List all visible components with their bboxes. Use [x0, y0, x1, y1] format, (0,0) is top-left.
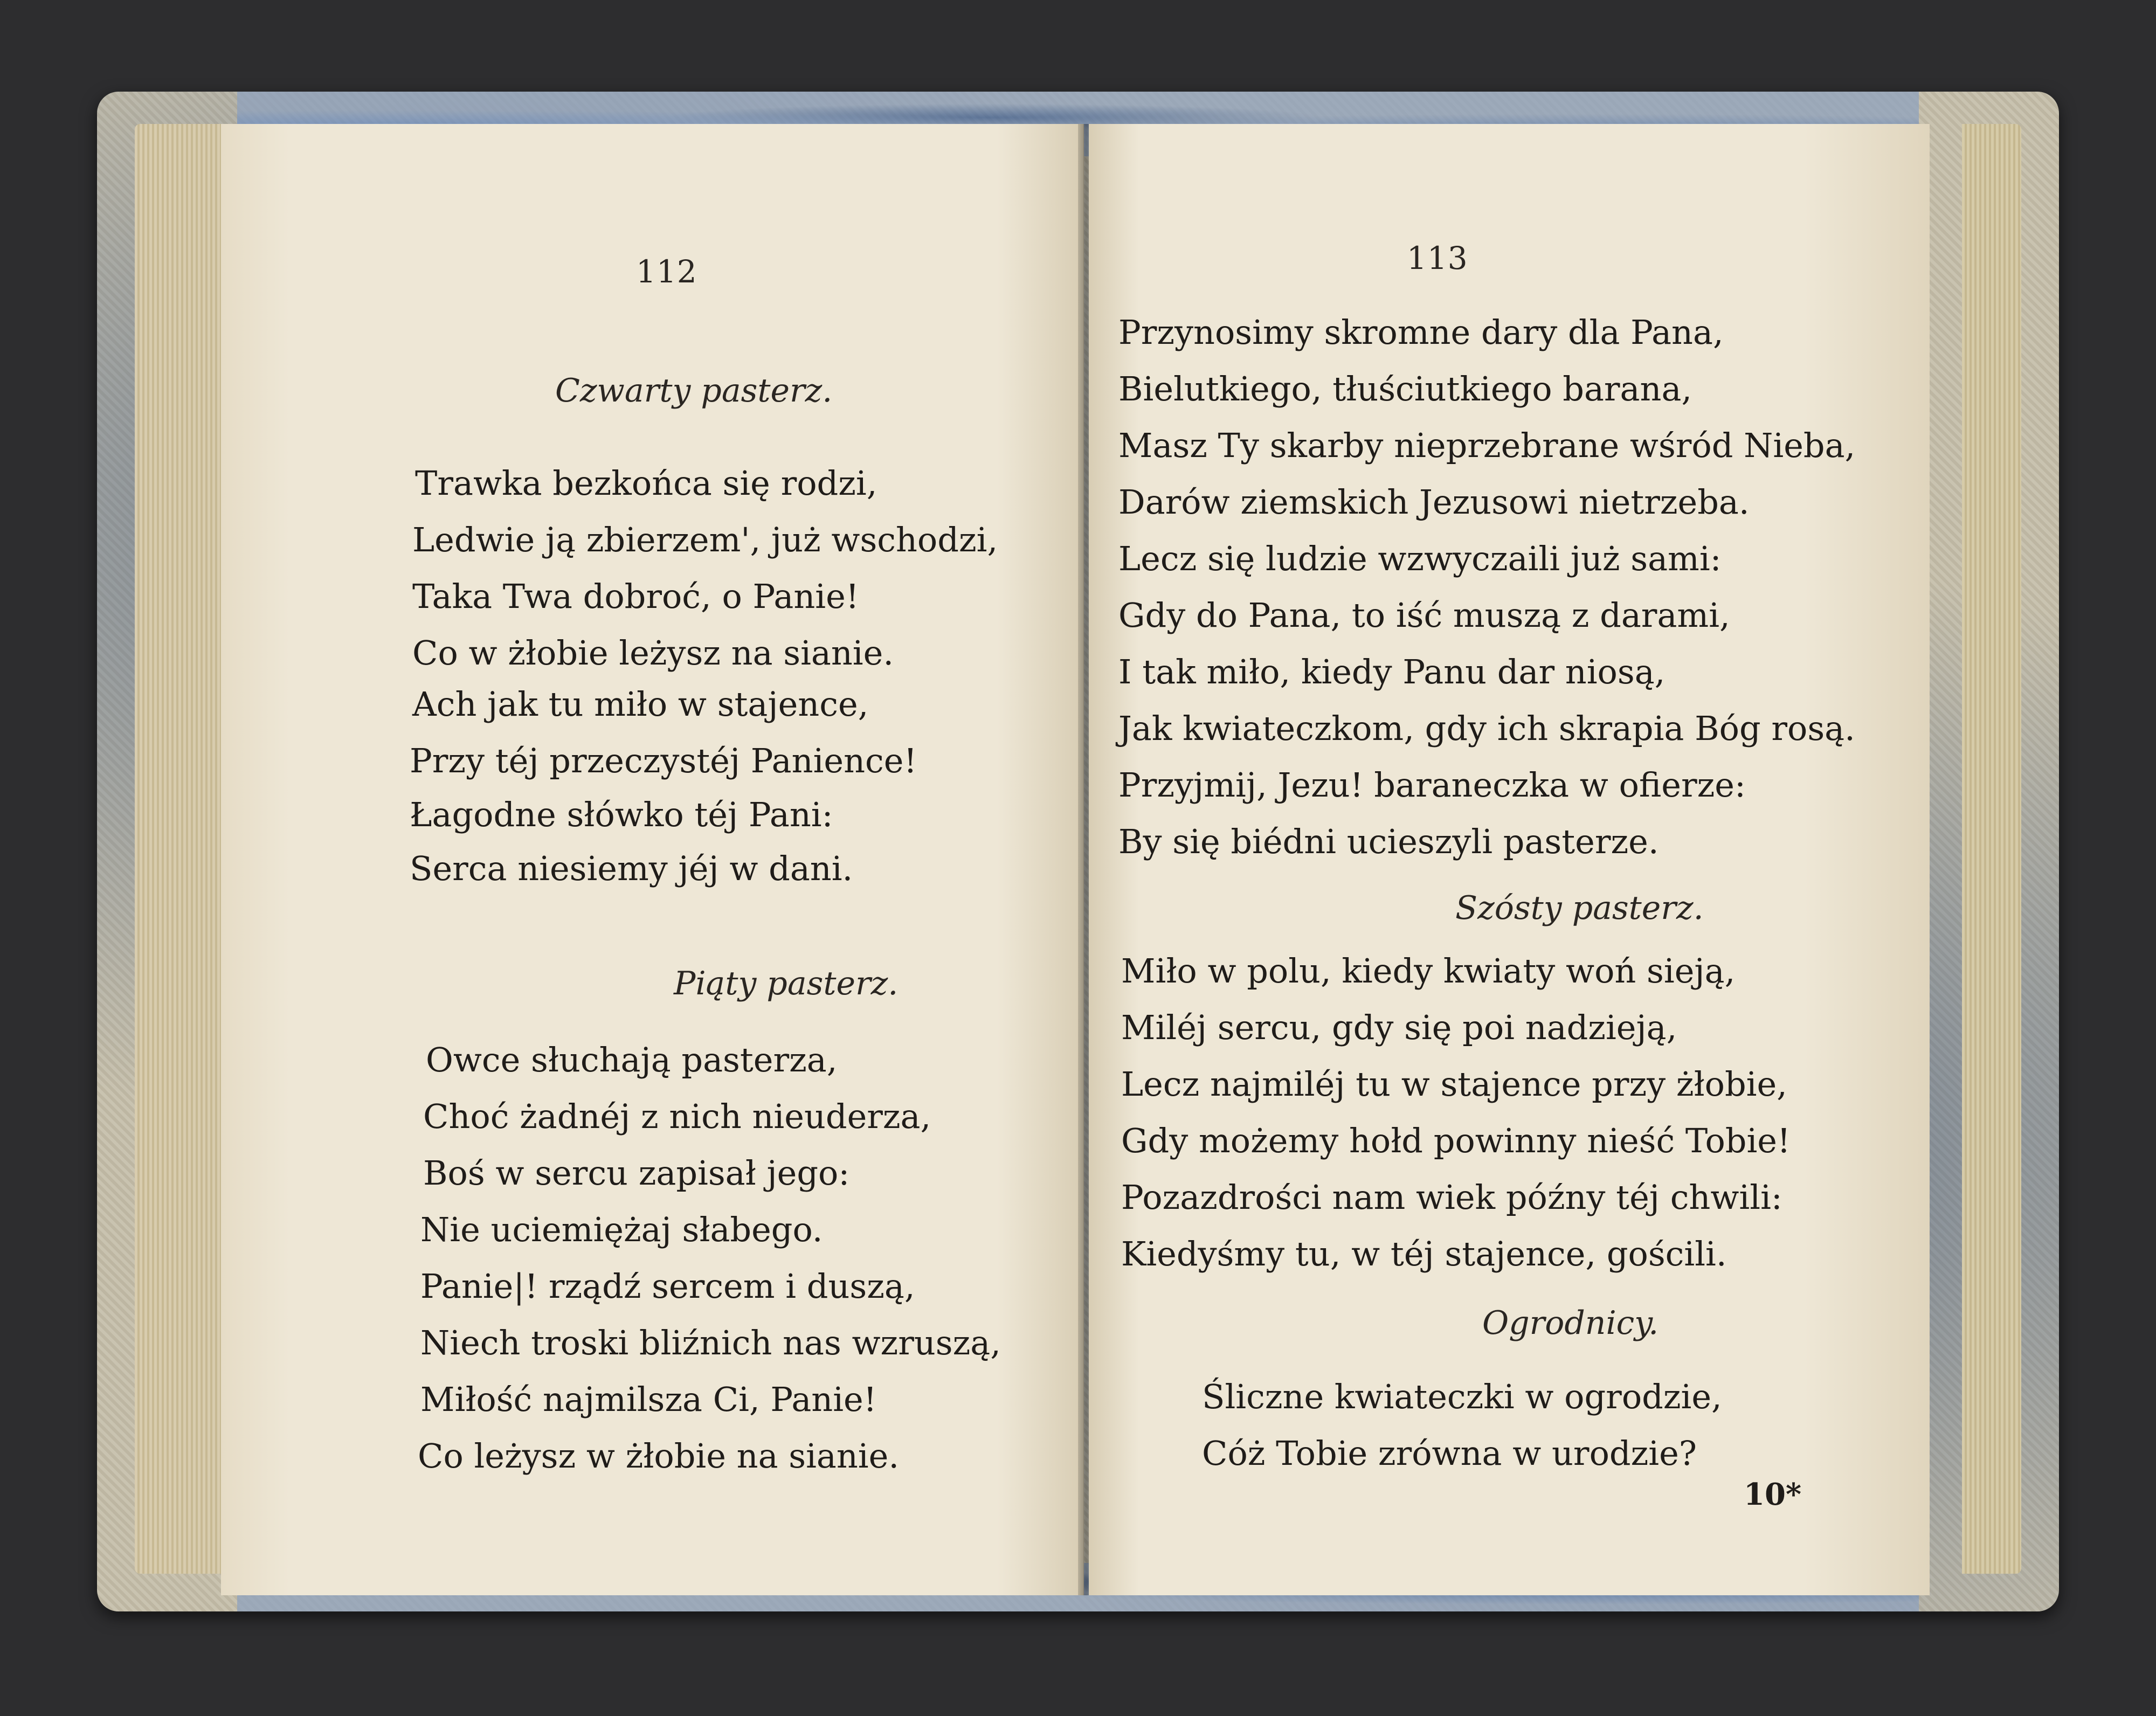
poem-line: Niech troski bliźnich nas wzruszą,: [420, 1323, 1001, 1362]
page-edges-right: [1962, 124, 2021, 1574]
poem-line: Miléj sercu, gdy się poi nadzieją,: [1121, 1008, 1677, 1047]
heading-ogrodnicy: Ogrodnicy.: [1482, 1304, 1659, 1342]
poem-line: Kiedyśmy tu, w téj stajence, gościli.: [1121, 1234, 1727, 1274]
poem-line: Cóż Tobie zrówna w urodzie?: [1202, 1434, 1697, 1473]
poem-line: Co leżysz w żłobie na sianie.: [418, 1436, 900, 1476]
poem-line: I tak miło, kiedy Panu dar niosą,: [1118, 652, 1666, 691]
poem-line: Boś w sercu zapisał jego:: [423, 1153, 850, 1193]
page-number-left: 112: [636, 253, 697, 290]
heading-czwarty-pasterz: Czwarty pasterz.: [555, 372, 833, 410]
poem-line: Pozazdrości nam wiek późny téj chwili:: [1121, 1178, 1782, 1217]
poem-line: Nie uciemiężaj słabego.: [420, 1210, 823, 1249]
poem-line: Miłość najmilsza Ci, Panie!: [420, 1380, 877, 1419]
heading-piaty-pasterz: Piąty pasterz.: [674, 965, 899, 1002]
open-book: [97, 92, 2059, 1611]
poem-line: Miło w polu, kiedy kwiaty woń sieją,: [1121, 951, 1736, 991]
poem-line: Trawka bezkońca się rodzi,: [415, 463, 877, 503]
poem-line: Przy téj przeczystéj Panience!: [410, 741, 917, 780]
poem-line: Gdy do Pana, to iść muszą z darami,: [1118, 596, 1730, 635]
poem-line: Co w żłobie leżysz na sianie.: [412, 633, 894, 673]
poem-line: Darów ziemskich Jezusowi nietrzeba.: [1118, 482, 1750, 522]
poem-line: Przynosimy skromne dary dla Pana,: [1118, 313, 1724, 352]
poem-line: Taka Twa dobroć, o Panie!: [412, 577, 859, 616]
heading-szosty-pasterz: Szósty pasterz.: [1455, 889, 1704, 927]
poem-line: Ledwie ją zbierzem', już wschodzi,: [412, 520, 998, 559]
page-edges-left: [135, 124, 226, 1574]
poem-line: Bielutkiego, tłuściutkiego barana,: [1118, 369, 1692, 409]
poem-line: Łagodne słówko téj Pani:: [410, 795, 833, 834]
poem-line: Lecz najmiléj tu w stajence przy żłobie,: [1121, 1064, 1787, 1104]
poem-line: Przyjmij, Jezu! baraneczka w ofierze:: [1118, 765, 1746, 805]
right-page: [1089, 124, 1930, 1595]
signature-mark: 10*: [1744, 1477, 1802, 1512]
poem-line: Owce słuchają pasterza,: [426, 1040, 838, 1080]
poem-line: Serca niesiemy jéj w dani.: [410, 849, 853, 888]
poem-line: Jak kwiateczkom, gdy ich skrapia Bóg rosą.: [1118, 709, 1855, 748]
poem-line: Śliczne kwiateczki w ogrodzie,: [1202, 1377, 1722, 1416]
left-page: [221, 124, 1084, 1595]
poem-line: By się biédni ucieszyli pasterze.: [1118, 822, 1659, 861]
poem-line: Choć żadnéj z nich nieuderza,: [423, 1097, 931, 1136]
poem-line: Ach jak tu miło w stajence,: [412, 684, 869, 724]
poem-line: Panie|! rządź sercem i duszą,: [420, 1267, 915, 1306]
poem-line: Masz Ty skarby nieprzebrane wśród Nieba,: [1118, 426, 1856, 465]
poem-line: Lecz się ludzie wzwyczaili już sami:: [1118, 539, 1722, 578]
poem-line: Gdy możemy hołd powinny nieść Tobie!: [1121, 1121, 1791, 1160]
page-number-right: 113: [1407, 240, 1468, 276]
